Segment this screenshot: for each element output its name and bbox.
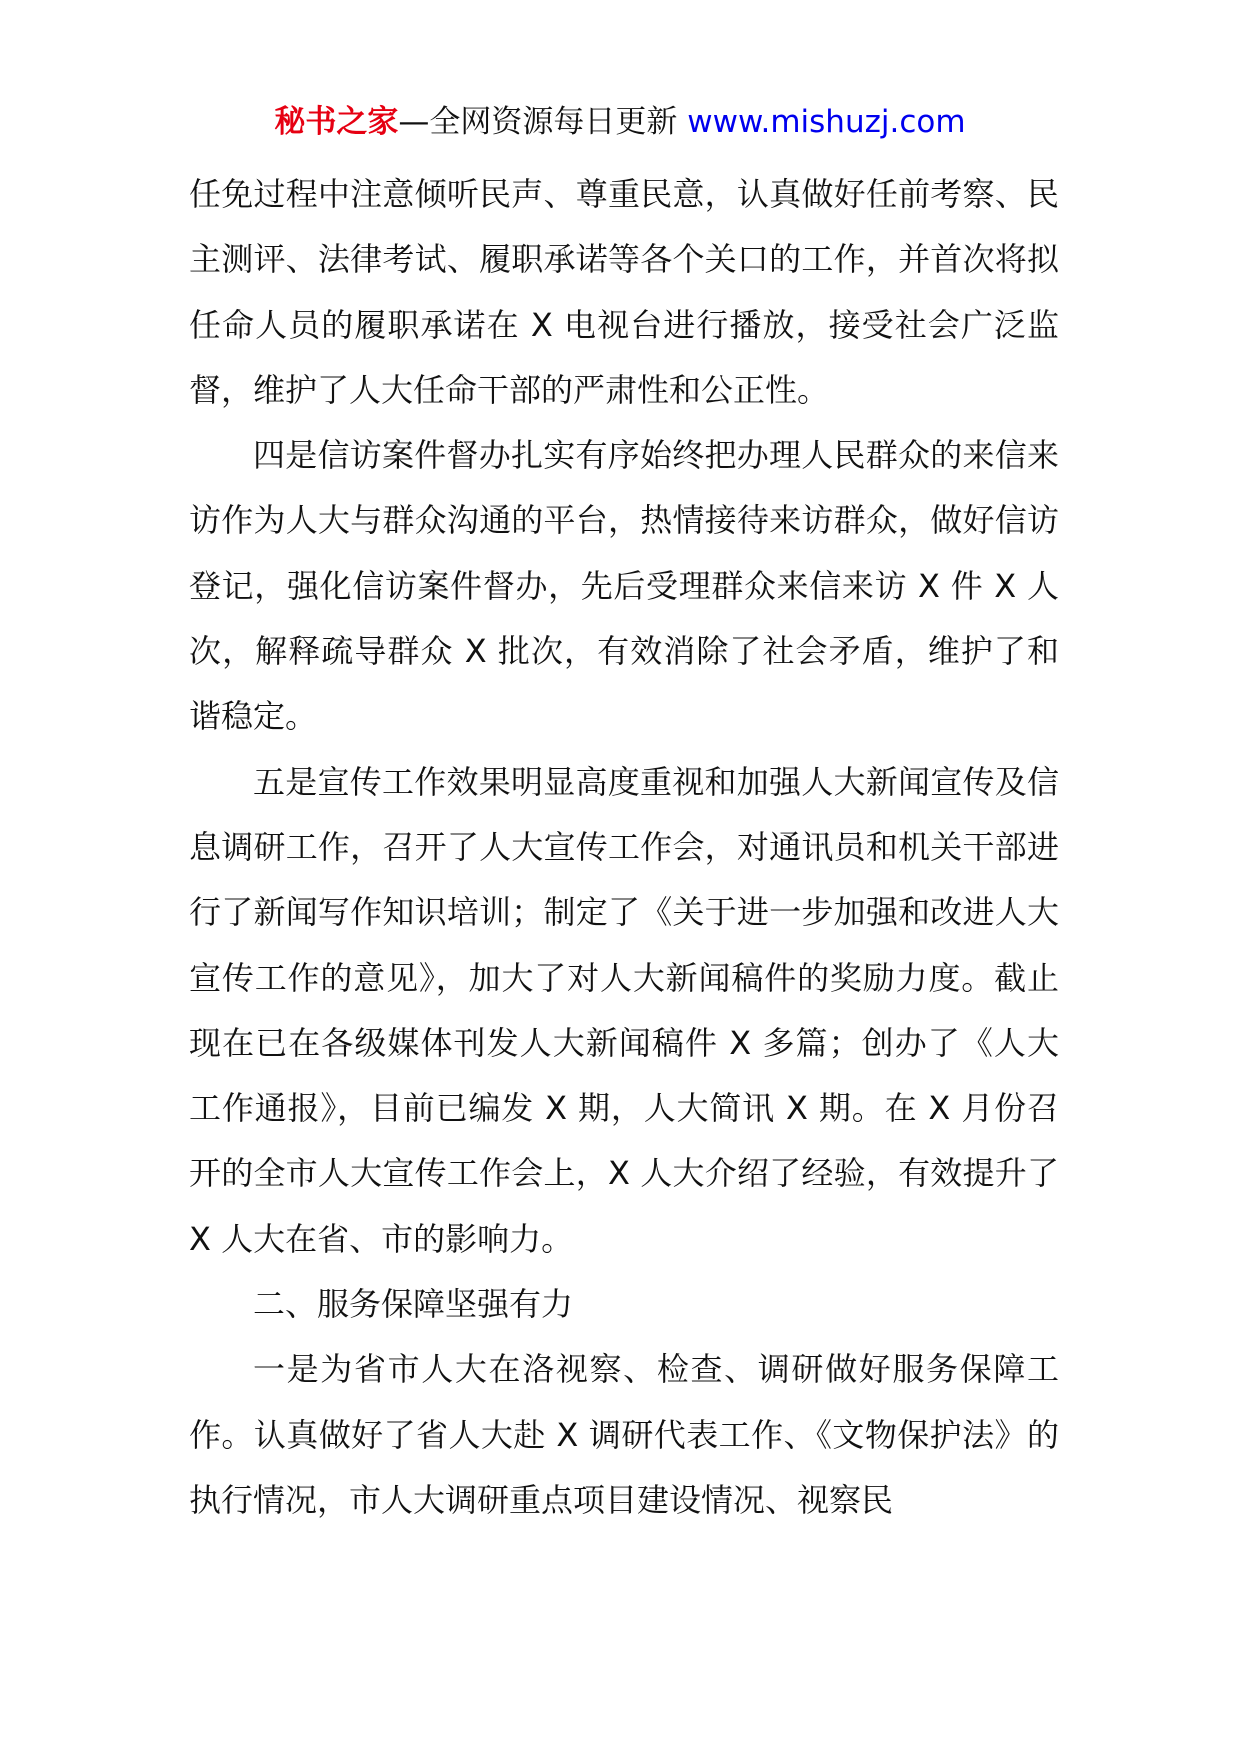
document-body xyxy=(189,162,1059,1533)
header-tagline: —全网资源每日更新 xyxy=(398,104,678,140)
section-heading-service-support: 二、服务保障坚强有力 xyxy=(253,1285,574,1324)
paragraph-continuation: 任免过程中注意倾听民声、尊重民意，认真做好任前考察、民主测评、法律考试、履职承诺等各个关口的工作，并首次将拟任命人员的履职承诺在 X 电视台进行播放，接受社会广泛监督，维护了人大任命干部的严肃性和公正性。 xyxy=(189,175,1059,409)
website-link[interactable]: www.mishuzj.com xyxy=(677,104,966,140)
page-header xyxy=(0,100,1240,144)
brand-name: 秘书之家 xyxy=(274,104,399,140)
paragraph-publicity-work: 五是宣传工作效果明显高度重视和加强人大新闻宣传及信息调研工作，召开了人大宣传工作会，对通讯员和机关干部进行了新闻写作知识培训；制定了《关于进一步加强和改进人大宣传工作的意见》，加大了对人大新闻稿件的奖励力度。截止现在已在各级媒体刊发人大新闻稿件 X 多篇；创办了《人大工作通报》，目前已编发 X 期，人大简讯 X 期。在 X 月份召开的全市人大宣传工作会上，X 人大介绍了经验，有效提升了 X 人大在省、市的影响力。 xyxy=(189,762,1059,1258)
paragraph-petition-supervision: 四是信访案件督办扎实有序始终把办理人民群众的来信来访作为人大与群众沟通的平台，热情接待来访群众，做好信访登记，强化信访案件督办，先后受理群众来信来访 X 件 X 人次，解释疏导群众 X 批次，有效消除了社会矛盾，维护了和谐稳定。 xyxy=(189,436,1059,736)
paragraph-service-inspection: 一是为省市人大在洛视察、检查、调研做好服务保障工作。认真做好了省人大赴 X 调研代表工作、《文物保护法》的执行情况，市人大调研重点项目建设情况、视察民 xyxy=(189,1350,1059,1519)
